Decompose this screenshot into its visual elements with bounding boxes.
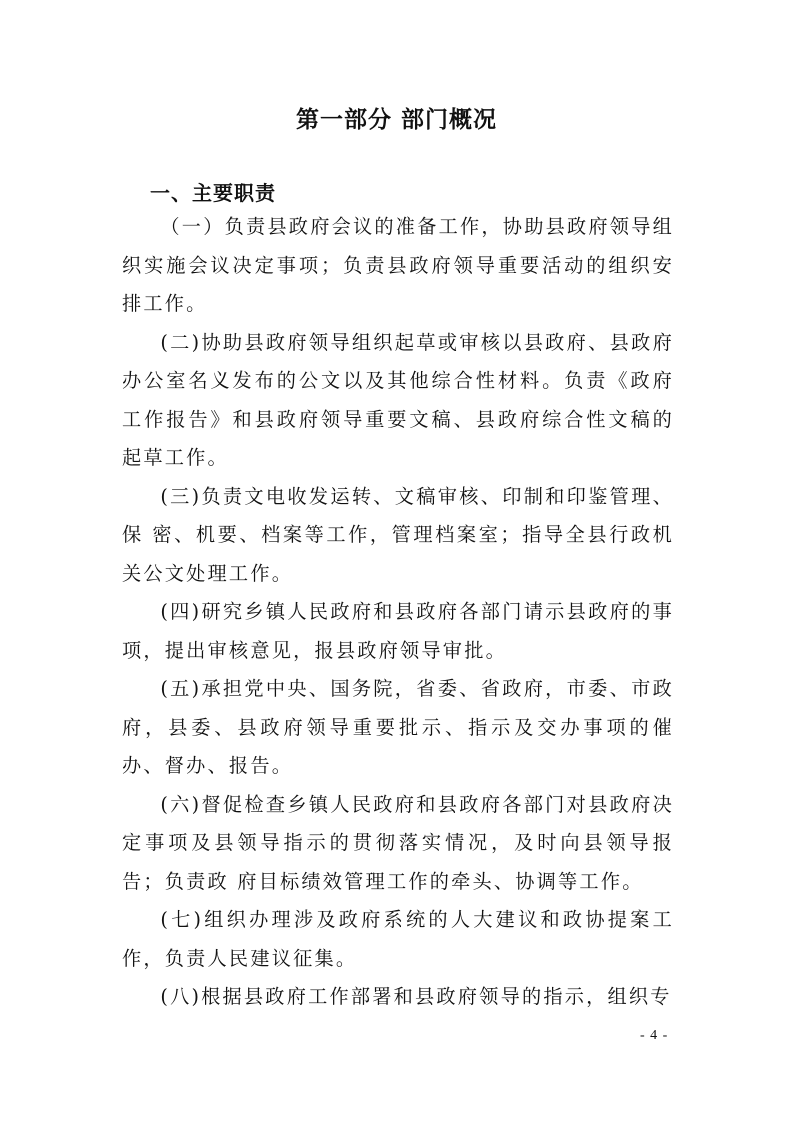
body-text xyxy=(122,208,674,1017)
paragraph-6: (六)督促检查乡镇人民政府和县政府各部门对县政府决定事项及县领导指示的贯彻落实情况，及时向县领导报告；负责政 府目标绩效管理工作的牵头、协调等工作。 xyxy=(122,792,674,893)
paragraph-1: （一）负责县政府会议的准备工作，协助县政府领导组织实施会议决定事项；负责县政府领导重要活动的组织安排工作。 xyxy=(122,215,674,315)
paragraph-3: (三)负责文电收发运转、文稿审核、印制和印鉴管理、保 密、机要、档案等工作，管理档案室；指导全县行政机关公文处理工作。 xyxy=(122,484,674,585)
paragraph-8: (八)根据县政府工作部署和县政府领导的指示，组织专 xyxy=(160,985,672,1008)
section-heading: 一、主要职责 xyxy=(150,181,276,205)
page-title: 第一部分 部门概况 xyxy=(295,107,497,133)
paragraph-4: (四)研究乡镇人民政府和县政府各部门请示县政府的事项，提出审核意见，报县政府领导审批。 xyxy=(122,600,674,662)
paragraph-2: (二)协助县政府领导组织起草或审核以县政府、县政府办公室名义发布的公文以及其他综合性材料。负责《政府工作报告》和县政府领导重要文稿、县政府综合性文稿的起草工作。 xyxy=(122,330,674,469)
paragraph-5: (五)承担党中央、国务院，省委、省政府，市委、市政府，县委、县政府领导重要批示、指示及交办事项的催办、督办、报告。 xyxy=(122,677,674,777)
page-number: - 4 - xyxy=(640,1028,669,1043)
paragraph-7: (七)组织办理涉及政府系统的人大建议和政协提案工作，负责人民建议征集。 xyxy=(122,908,674,970)
